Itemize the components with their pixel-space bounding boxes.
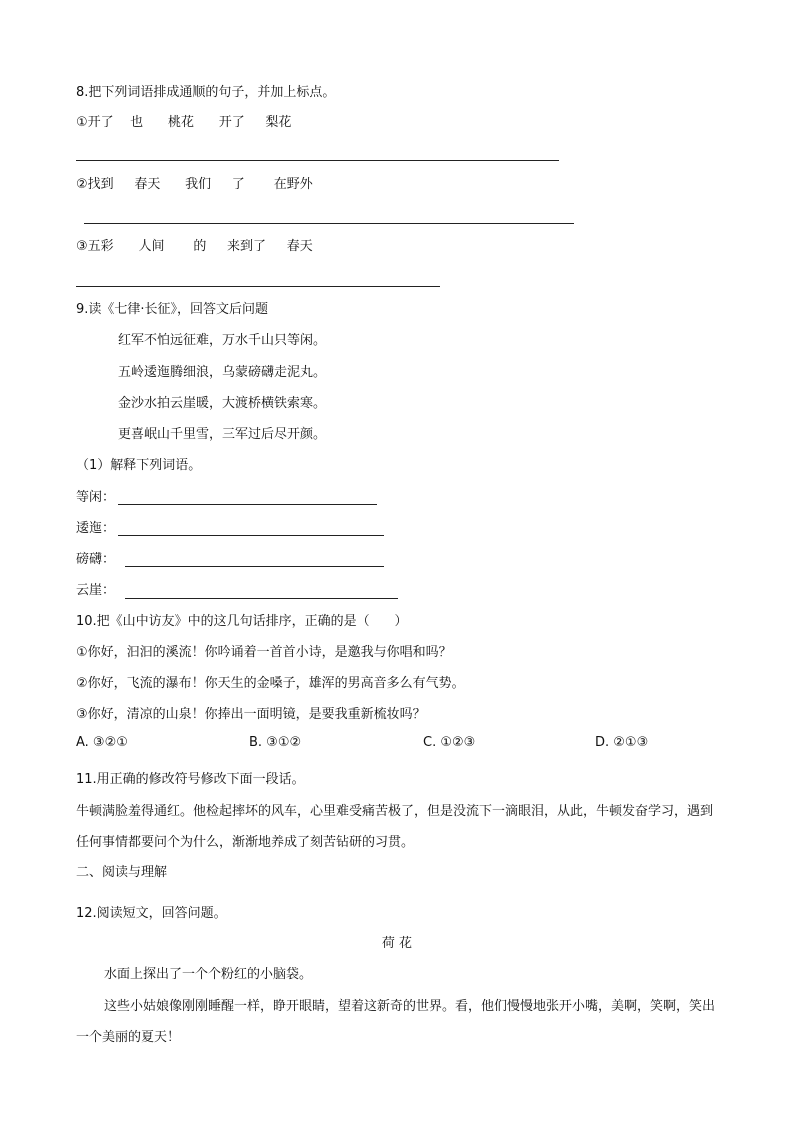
- option-a[interactable]: A. ③②①: [76, 735, 128, 750]
- answer-line[interactable]: [125, 598, 398, 599]
- option-b[interactable]: B. ③①②: [249, 735, 302, 750]
- term-yunya: 云崖：: [76, 583, 116, 598]
- q9-sub-1: （1）解释下列词语。: [76, 458, 202, 473]
- q8-row-2: ②找到 春天 我们 了 在野外: [76, 177, 313, 192]
- poem-line: 更喜岷山千里雪，三军过后尽开颜。: [118, 427, 327, 442]
- term-pangbo: 磅礴：: [76, 552, 116, 567]
- term-weiyi: 逶迤：: [76, 521, 116, 536]
- q10-title: 10.把《山中访友》中的这几句话排序，正确的是（ ）: [76, 614, 408, 629]
- q8-row-3: ③五彩 人间 的 来到了 春天: [76, 239, 313, 254]
- q12-title: 12.阅读短文，回答问题。: [76, 906, 227, 921]
- poem-line: 红军不怕远征难，万水千山只等闲。: [118, 333, 327, 348]
- answer-line[interactable]: [76, 160, 559, 161]
- passage-title: 荷 花: [381, 936, 413, 951]
- q10-sentence-1: ①你好，汩汩的溪流！你吟诵着一首首小诗，是邀我与你唱和吗？: [76, 645, 452, 660]
- section-heading: 二、阅读与理解: [76, 865, 168, 880]
- q10-sentence-3: ③你好，清凉的山泉！你捧出一面明镜，是要我重新梳妆吗？: [76, 707, 426, 722]
- poem-line: 五岭逶迤腾细浪，乌蒙磅礴走泥丸。: [118, 365, 327, 380]
- passage-paragraph-1: 水面上探出了一个个粉红的小脑袋。: [104, 967, 313, 982]
- answer-line[interactable]: [76, 286, 440, 287]
- q8-title: 8.把下列词语排成通顺的句子，并加上标点。: [76, 85, 336, 100]
- q9-title: 9.读《七律·长征》，回答文后问题: [76, 302, 269, 317]
- answer-line[interactable]: [118, 535, 384, 536]
- q11-title: 11.用正确的修改符号修改下面一段话。: [76, 772, 305, 787]
- option-c[interactable]: C. ①②③: [423, 735, 476, 750]
- q10-sentence-2: ②你好，飞流的瀑布！你天生的金嗓子，雄浑的男高音多么有气势。: [76, 676, 465, 691]
- passage-paragraph-2: 这些小姑娘像刚刚睡醒一样，睁开眼睛，望着这新奇的世界。看，他们慢慢地张开小嘴，美啊，笑啊，笑出一个美丽的夏天！: [76, 999, 716, 1045]
- poem-line: 金沙水拍云崖暖，大渡桥横铁索寒。: [118, 396, 327, 411]
- answer-line[interactable]: [118, 504, 377, 505]
- answer-line[interactable]: [84, 223, 574, 224]
- q8-row-1: ①开了 也 桃花 开了 梨花: [76, 115, 292, 130]
- option-d[interactable]: D. ②①③: [595, 735, 649, 750]
- term-dengxian: 等闲：: [76, 490, 116, 505]
- q11-paragraph: 牛顿满脸羞得通红。他检起摔坏的风车，心里难受痛苦极了，但是没流下一滴眼泪，从此，牛顿发奋学习，遇到任何事情都要问个为什么，渐渐地养成了刻苦钻研的习贯。: [76, 804, 714, 850]
- answer-line[interactable]: [125, 566, 384, 567]
